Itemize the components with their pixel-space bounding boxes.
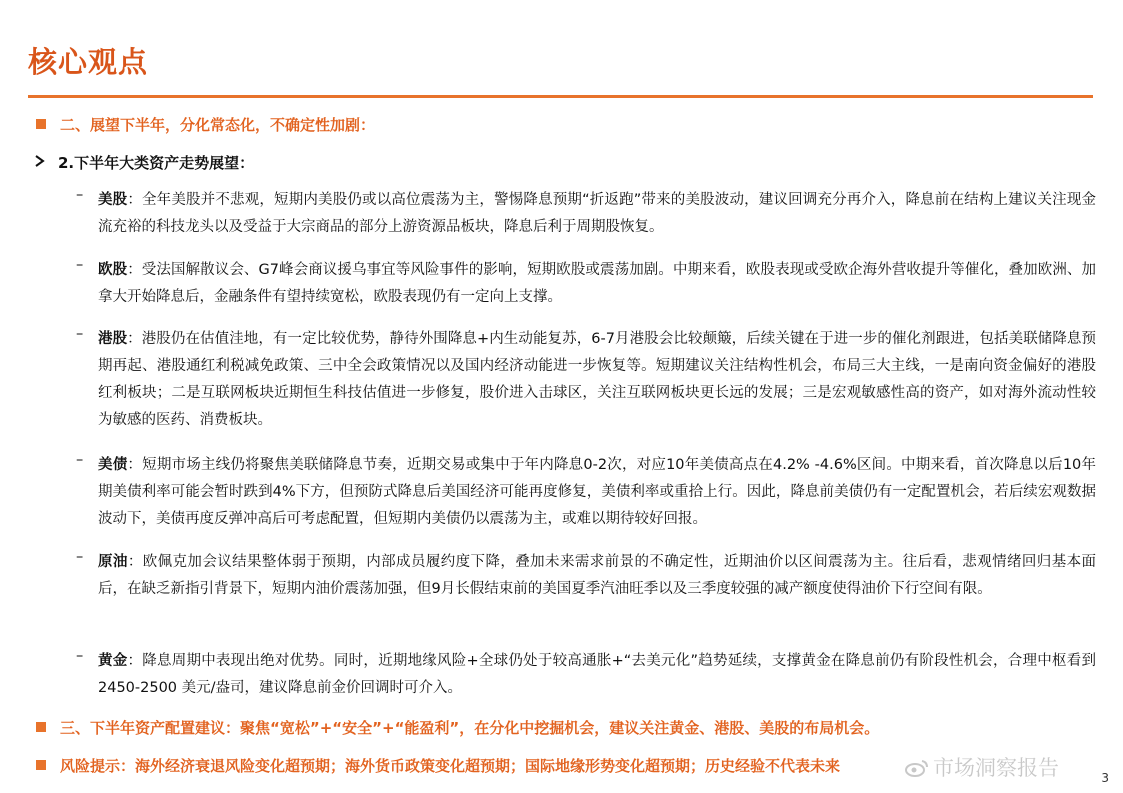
- square-bullet-icon: [36, 722, 46, 732]
- item-label: 黄金: [98, 653, 128, 669]
- section-2-heading: [36, 114, 375, 135]
- dash-bullet-icon: –: [76, 187, 84, 203]
- item-hk-stocks: [76, 326, 1096, 434]
- item-text: ：全年美股并不悲观，短期内美股仍或以高位震荡为主，警惕降息预期“折返跑”带来的美股波动，建议回调充分再介入，降息前在结构上建议关注现金流充裕的科技龙头以及受益于大宗商品的部分上游资源品板块，降息后利于周期股恢复。: [98, 192, 1096, 235]
- section-2-heading-text: 二、展望下半年，分化常态化，不确定性加剧：: [60, 116, 376, 134]
- item-us-treasuries: [76, 452, 1096, 533]
- arrow-bullet-icon: [34, 154, 58, 172]
- dash-bullet-icon: –: [76, 326, 84, 342]
- dash-bullet-icon: –: [76, 257, 84, 273]
- item-text: ：欧佩克加会议结果整体弱于预期，内部成员履约度下降，叠加未来需求前景的不确定性，近期油价以区间震荡为主。往后看，悲观情绪回归基本面后，在缺乏新指引背景下，短期内油价震荡加强，但9月长假结束前的美国夏季汽油旺季以及三季度较强的减产额度使得油价下行空间有限。: [98, 554, 1097, 597]
- title-divider: [28, 95, 1093, 98]
- risk-warning-text: 风险提示：海外经济衰退风险变化超预期；海外货币政策变化超预期；国际地缘形势变化超预期；历史经验不代表未来: [60, 757, 841, 775]
- subheading-text: 2.下半年大类资产走势展望：: [58, 154, 255, 172]
- item-us-stocks: [76, 187, 1096, 241]
- square-bullet-icon: [36, 119, 46, 129]
- section-3-heading-text: 三、下半年资产配置建议：聚焦“宽松”+“安全”+“能盈利”，在分化中挖掘机会，建议关注黄金、港股、美股的布局机会。: [60, 719, 880, 737]
- watermark-text: 市场洞察报告: [933, 756, 1059, 780]
- item-text: ：短期市场主线仍将聚焦美联储降息节奏，近期交易或集中于年内降息0-2次，对应10年美债高点在4.2% -4.6%区间。中期来看，首次降息以后10年期美债利率可能会暂时跌到4%下方，但预防式降息后美国经济可能再度修复，美债利率或重拾上行。因此，降息前美债仍有一定配置机会，若后续宏观数据波动下，美债再度反弹冲高后可考虑配置，但短期内美债仍以震荡为主，或难以期待较好回报。: [98, 457, 1096, 527]
- page-number: 3: [1101, 771, 1109, 785]
- dash-bullet-icon: –: [76, 648, 84, 664]
- section-3-heading: [36, 717, 879, 738]
- item-crude-oil: [76, 549, 1096, 603]
- risk-warning: [36, 755, 840, 776]
- item-text: ：受法国解散议会、G7峰会商议援乌事宜等风险事件的影响，短期欧股或震荡加剧。中期来看，欧股表现或受欧企海外营收提升等催化，叠加欧洲、加拿大开始降息后，金融条件有望持续宽松，欧股表现仍有一定向上支撑。: [98, 262, 1096, 305]
- subheading: [34, 152, 254, 173]
- weibo-logo-icon: [905, 758, 929, 776]
- page-title: 核心观点: [28, 45, 149, 79]
- square-bullet-icon: [36, 760, 46, 770]
- item-text: ：港股仍在估值洼地，有一定比较优势，静待外围降息+内生动能复苏，6-7月港股会比较颠簸，后续关键在于进一步的催化剂跟进，包括美联储降息预期再起、港股通红利税减免政策、三中全会政策情况以及国内经济动能进一步恢复等。短期建议关注结构性机会，布局三大主线，一是南向资金偏好的港股红利板块；二是互联网板块近期恒生科技估值进一步修复，股价进入击球区，关注互联网板块更长远的发展；三是宏观敏感性高的资产，如对海外流动性较为敏感的医药、消费板块。: [98, 331, 1097, 428]
- watermark: [905, 752, 1059, 782]
- item-label: 欧股: [98, 262, 128, 278]
- item-label: 美股: [98, 192, 128, 208]
- item-eu-stocks: [76, 257, 1096, 311]
- dash-bullet-icon: –: [76, 452, 84, 468]
- item-label: 原油: [98, 554, 128, 570]
- item-label: 港股: [98, 331, 128, 347]
- item-label: 美债: [98, 457, 128, 473]
- dash-bullet-icon: –: [76, 549, 84, 565]
- item-gold: [76, 648, 1096, 702]
- item-text: ：降息周期中表现出绝对优势。同时，近期地缘风险+全球仍处于较高通胀+“去美元化”趋势延续，支撑黄金在降息前仍有阶段性机会，合理中枢看到 2450-2500 美元/盎司，建议降息前金价回调时可介入。: [98, 653, 1096, 696]
